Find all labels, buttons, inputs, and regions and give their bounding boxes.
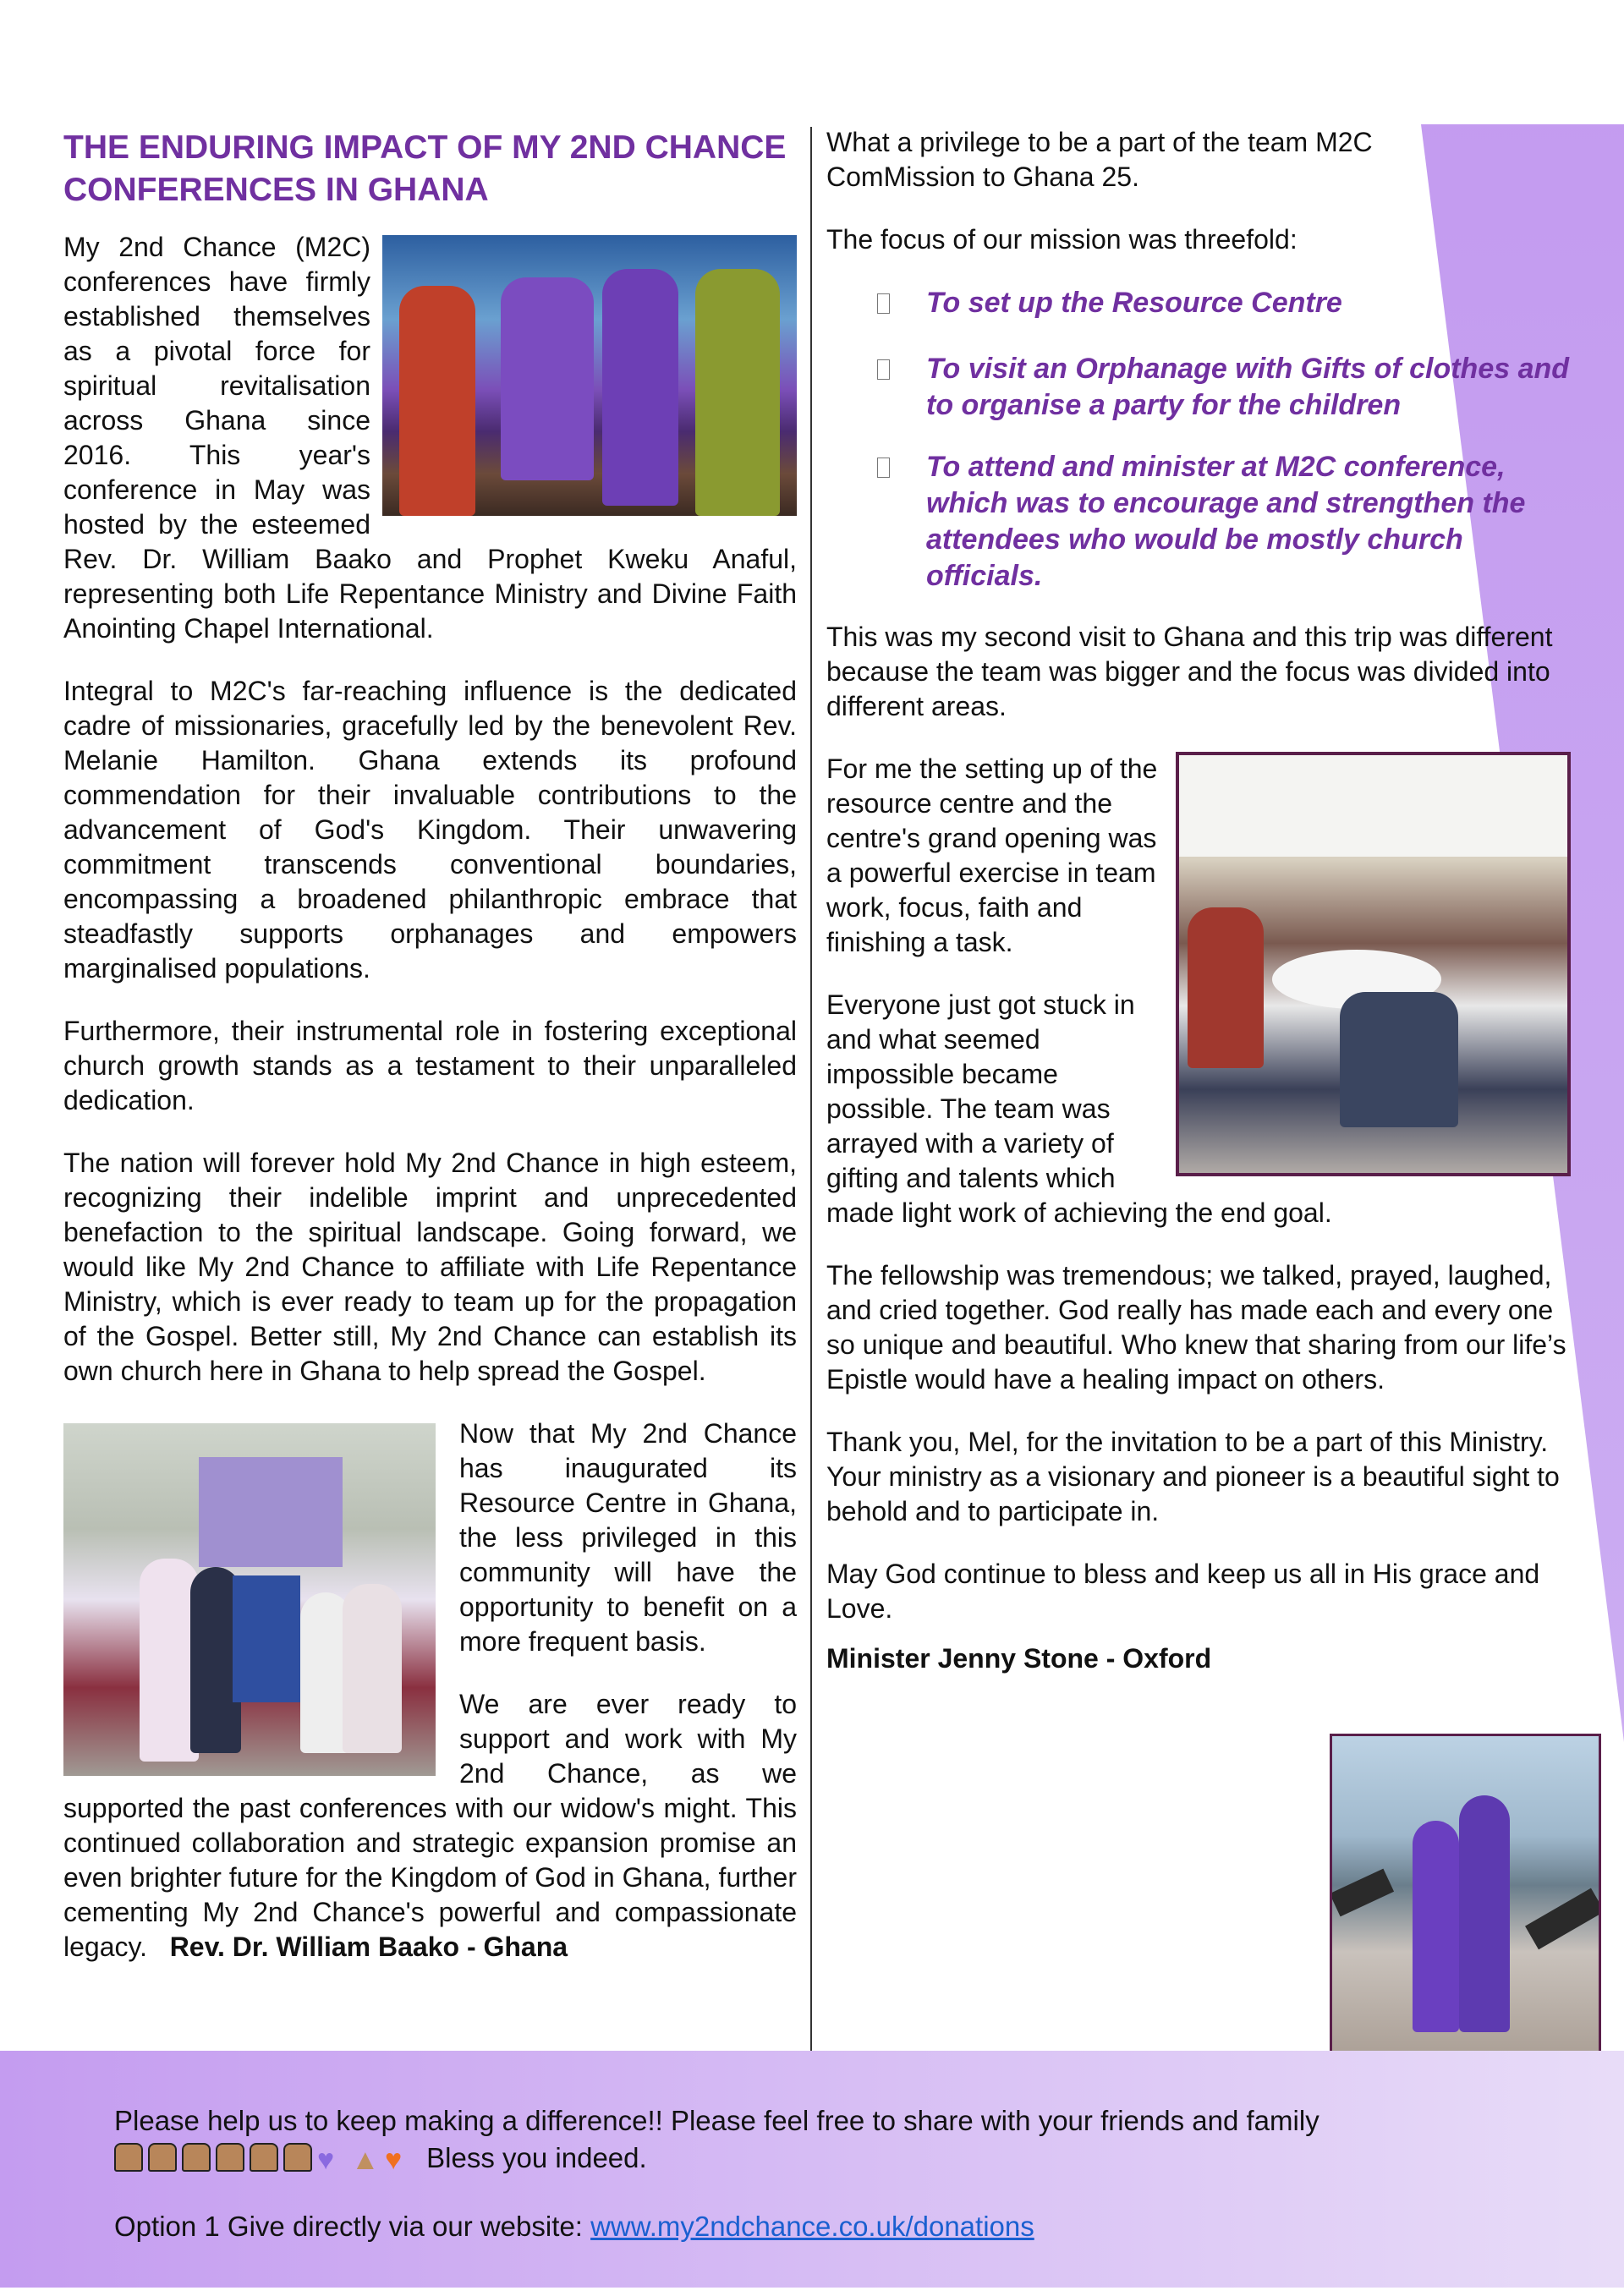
footer-appeal: Please help us to keep making a difference!! Please feel free to share with your friends and family bbox=[114, 2105, 1320, 2136]
photo-team-dinner bbox=[1176, 752, 1571, 1176]
right-column-article bbox=[826, 125, 1571, 1704]
list-item: To attend and minister at M2C conference, which was to encourage and strengthen the attendees who would be mostly church officials. bbox=[877, 449, 1571, 595]
raising-hands-icon bbox=[114, 2143, 143, 2172]
paragraph: The fellowship was tremendous; we talked, prayed, laughed, and cried together. God really has made each and every one so unique and beautiful. Who knew that sharing from our life’s Epistle would have a healing impact on others. bbox=[826, 1260, 1566, 1395]
paragraph: May God continue to bless and keep us all in His grace and Love. bbox=[826, 1559, 1540, 1624]
folded-hands-icon: ▲ bbox=[351, 2144, 380, 2176]
paragraph: Now that My 2nd Chance has inaugurated its Resource Centre in Ghana, the less privileged in this community will have the opportunity to benefit on a more frequent basis. bbox=[459, 1418, 797, 1657]
list-item: To set up the Resource Centre bbox=[877, 285, 1571, 326]
checkbox-bullet-icon bbox=[877, 285, 926, 326]
raising-hands-icon bbox=[148, 2143, 177, 2172]
left-column-article bbox=[63, 127, 797, 1964]
paragraph: My 2nd Chance (M2C) conferences have firmly established themselves as a pivotal force for spiritual revitalisation across Ghana since 2016. This year's conference in May was hosted by the esteemed Rev. Dr. William Baako and Prophet Kweku Anaful, representing both Life Repentance Ministry and Divine Faith Anointing Chapel International. bbox=[63, 232, 797, 644]
option-label: Option 1 Give directly via our website: bbox=[114, 2211, 583, 2242]
paragraph: Everyone just got stuck in and what seemed impossible became possible. The team was arrayed with a variety of gifting and talents which made light work of achieving the end goal. bbox=[826, 989, 1332, 1228]
paragraph: The focus of our mission was threefold: bbox=[826, 224, 1298, 255]
donation-option-1 bbox=[114, 2209, 1034, 2244]
donation-footer bbox=[0, 2051, 1624, 2288]
paragraph: For me the setting up of the resource centre and the centre's grand opening was a powerful exercise in team work, focus, faith and finishing a task. bbox=[826, 753, 1158, 957]
paragraph: Furthermore, their instrumental role in fostering exceptional church growth stands as a testament to their unparalleled dedication. bbox=[63, 1016, 797, 1115]
paragraph: This was my second visit to Ghana and this trip was different because the team was bigger and the focus was divided into different areas. bbox=[826, 622, 1553, 721]
donations-link[interactable]: www.my2ndchance.co.uk/donations bbox=[590, 2211, 1034, 2242]
checkbox-bullet-icon bbox=[877, 449, 926, 595]
paragraph: Thank you, Mel, for the invitation to be a part of this Ministry. Your ministry as a visionary and pioneer is a beautiful sight to behold and to participate in. bbox=[826, 1427, 1560, 1526]
column-divider bbox=[810, 127, 812, 2080]
paragraph: What a privilege to be a part of the team M2C ComMission to Ghana 25. bbox=[826, 127, 1373, 192]
author-signature: Minister Jenny Stone - Oxford bbox=[826, 1643, 1212, 1674]
photo-resource-centre-citation bbox=[63, 1423, 436, 1776]
footer-blessing-line bbox=[114, 2140, 647, 2175]
photo-coastal-fort bbox=[1330, 1734, 1601, 2070]
author-signature: Rev. Dr. William Baako - Ghana bbox=[169, 1932, 568, 1962]
raising-hands-icon bbox=[250, 2143, 278, 2172]
blessing-text: Bless you indeed. bbox=[426, 2142, 647, 2173]
paragraph: Integral to M2C's far-reaching influence is the dedicated cadre of missionaries, gracefully led by the benevolent Rev. Melanie Hamilton. Ghana extends its profound commendation for their invaluable contributions to the advancement of God's Kingdom. Their unwavering commitment transcends conventional boundaries, encompassing a broadened philanthropic embrace that steadfastly supports orphanages and empowers marginalised populations. bbox=[63, 676, 797, 984]
paragraph: We are ever ready to support and work with My 2nd Chance, as we supported the past conferences with our widow's might. This continued collaboration and strategic expansion promise an even brighter future for the Kingdom of God in Ghana, further cementing My 2nd Chance's powerful and compassionate legacy. bbox=[63, 1689, 797, 1962]
checkbox-bullet-icon bbox=[877, 351, 926, 424]
raising-hands-icon bbox=[283, 2143, 312, 2172]
purple-heart-icon: ♥ bbox=[317, 2144, 335, 2176]
mission-goals-list bbox=[877, 285, 1571, 595]
raising-hands-icon bbox=[216, 2143, 244, 2172]
raising-hands-icon bbox=[182, 2143, 211, 2172]
article-title: THE ENDURING IMPACT OF MY 2ND CHANCE CONFERENCES IN GHANA bbox=[63, 129, 787, 208]
list-item: To visit an Orphanage with Gifts of clothes and to organise a party for the children bbox=[877, 351, 1571, 424]
photo-conference-hosts bbox=[382, 235, 797, 516]
orange-heart-icon: ♥ bbox=[385, 2144, 403, 2176]
paragraph: The nation will forever hold My 2nd Chance in high esteem, recognizing their indelible imprint and unprecedented benefaction to the spiritual landscape. Going forward, we would like My 2nd Chance to affiliate with Life Repentance Ministry, which is ever ready to team up for the propagation of the Gospel. Better still, My 2nd Chance can establish its own church here in Ghana to help spread the Gospel. bbox=[63, 1148, 797, 1386]
